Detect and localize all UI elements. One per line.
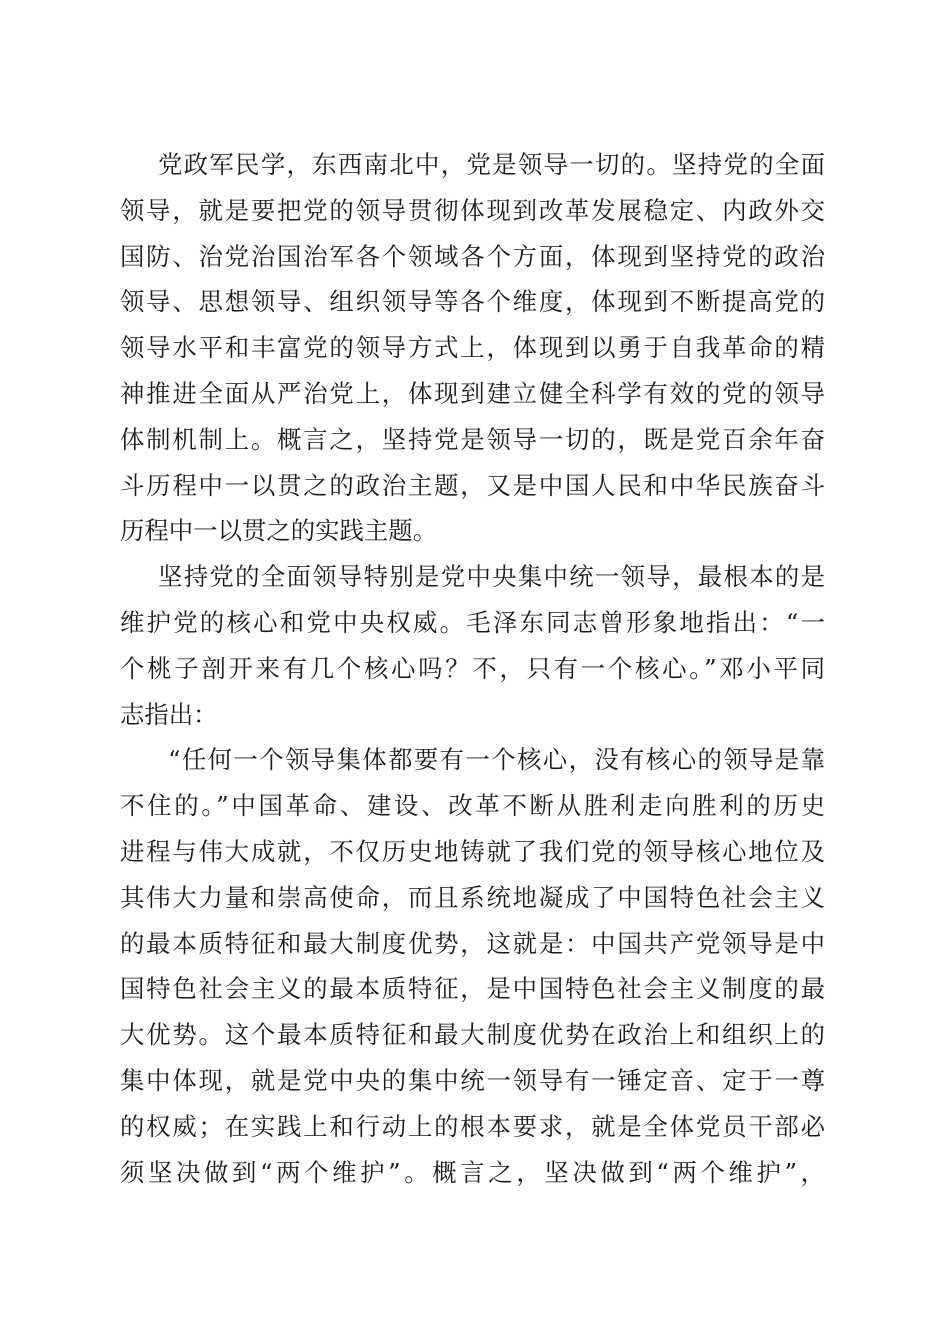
paragraph-3-line-1: “任何一个领导集体都要有一个核心，没有核心的领导是靠 <box>168 745 825 775</box>
paragraph-3-line-8: 集中体现，就是党中央的集中统一领导有一锤定音、定于一尊 <box>120 1065 825 1095</box>
paragraph-3-line-3: 进程与伟大成就，不仅历史地铸就了我们党的领导核心地位及 <box>120 836 825 866</box>
paragraph-1-line-5: 领导水平和丰富党的领导方式上，体现到以勇于自我革命的精 <box>120 333 825 363</box>
paragraph-1-line-9: 历程中一以贯之的实践主题。 <box>120 516 438 546</box>
paragraph-1-line-6: 神推进全面从严治党上，体现到建立健全科学有效的党的领导 <box>120 378 825 408</box>
paragraph-1-line-4: 领导、思想领导、组织领导等各个维度，体现到不断提高党的 <box>120 287 825 317</box>
paragraph-3-line-6: 国特色社会主义的最本质特征，是中国特色社会主义制度的最 <box>120 974 825 1004</box>
paragraph-2-line-3: 个桃子剖开来有几个核心吗？不，只有一个核心。”邓小平同 <box>120 653 825 683</box>
paragraph-3-line-2: 不住的。”中国革命、建设、改革不断从胜利走向胜利的历史 <box>120 791 825 821</box>
paragraph-2-line-4: 志指出： <box>120 699 218 729</box>
paragraph-3-line-4: 其伟大力量和崇高使命，而且系统地凝成了中国特色社会主义 <box>120 882 825 912</box>
paragraph-3-line-9: 的权威；在实践上和行动上的根本要求，就是全体党员干部必 <box>120 1111 825 1141</box>
paragraph-2-line-2: 维护党的核心和党中央权威。毛泽东同志曾形象地指出：“一 <box>120 607 825 637</box>
paragraph-1-line-1: 党政军民学，东西南北中，党是领导一切的。坚持党的全面 <box>158 150 825 179</box>
paragraph-1-line-3: 国防、治党治国治军各个领域各个方面，体现到坚持党的政治 <box>120 241 825 271</box>
paragraph-2-line-1: 坚持党的全面领导特别是党中央集中统一领导，最根本的是 <box>158 562 825 592</box>
paragraph-3-line-10: 须坚决做到“两个维护”。概言之，坚决做到“两个维护”， <box>120 1157 825 1187</box>
document-body <box>120 142 825 1195</box>
paragraph-3-line-5: 的最本质特征和最大制度优势，这就是：中国共产党领导是中 <box>120 928 825 958</box>
paragraph-3-line-7: 大优势。这个最本质特征和最大制度优势在政治上和组织上的 <box>120 1020 825 1050</box>
paragraph-1-line-8: 斗历程中一以贯之的政治主题，又是中国人民和中华民族奋斗 <box>120 470 825 500</box>
paragraph-1-line-7: 体制机制上。概言之，坚持党是领导一切的，既是党百余年奋 <box>120 424 825 454</box>
paragraph-1-line-2: 领导，就是要把党的领导贯彻体现到改革发展稳定、内政外交 <box>120 195 825 225</box>
